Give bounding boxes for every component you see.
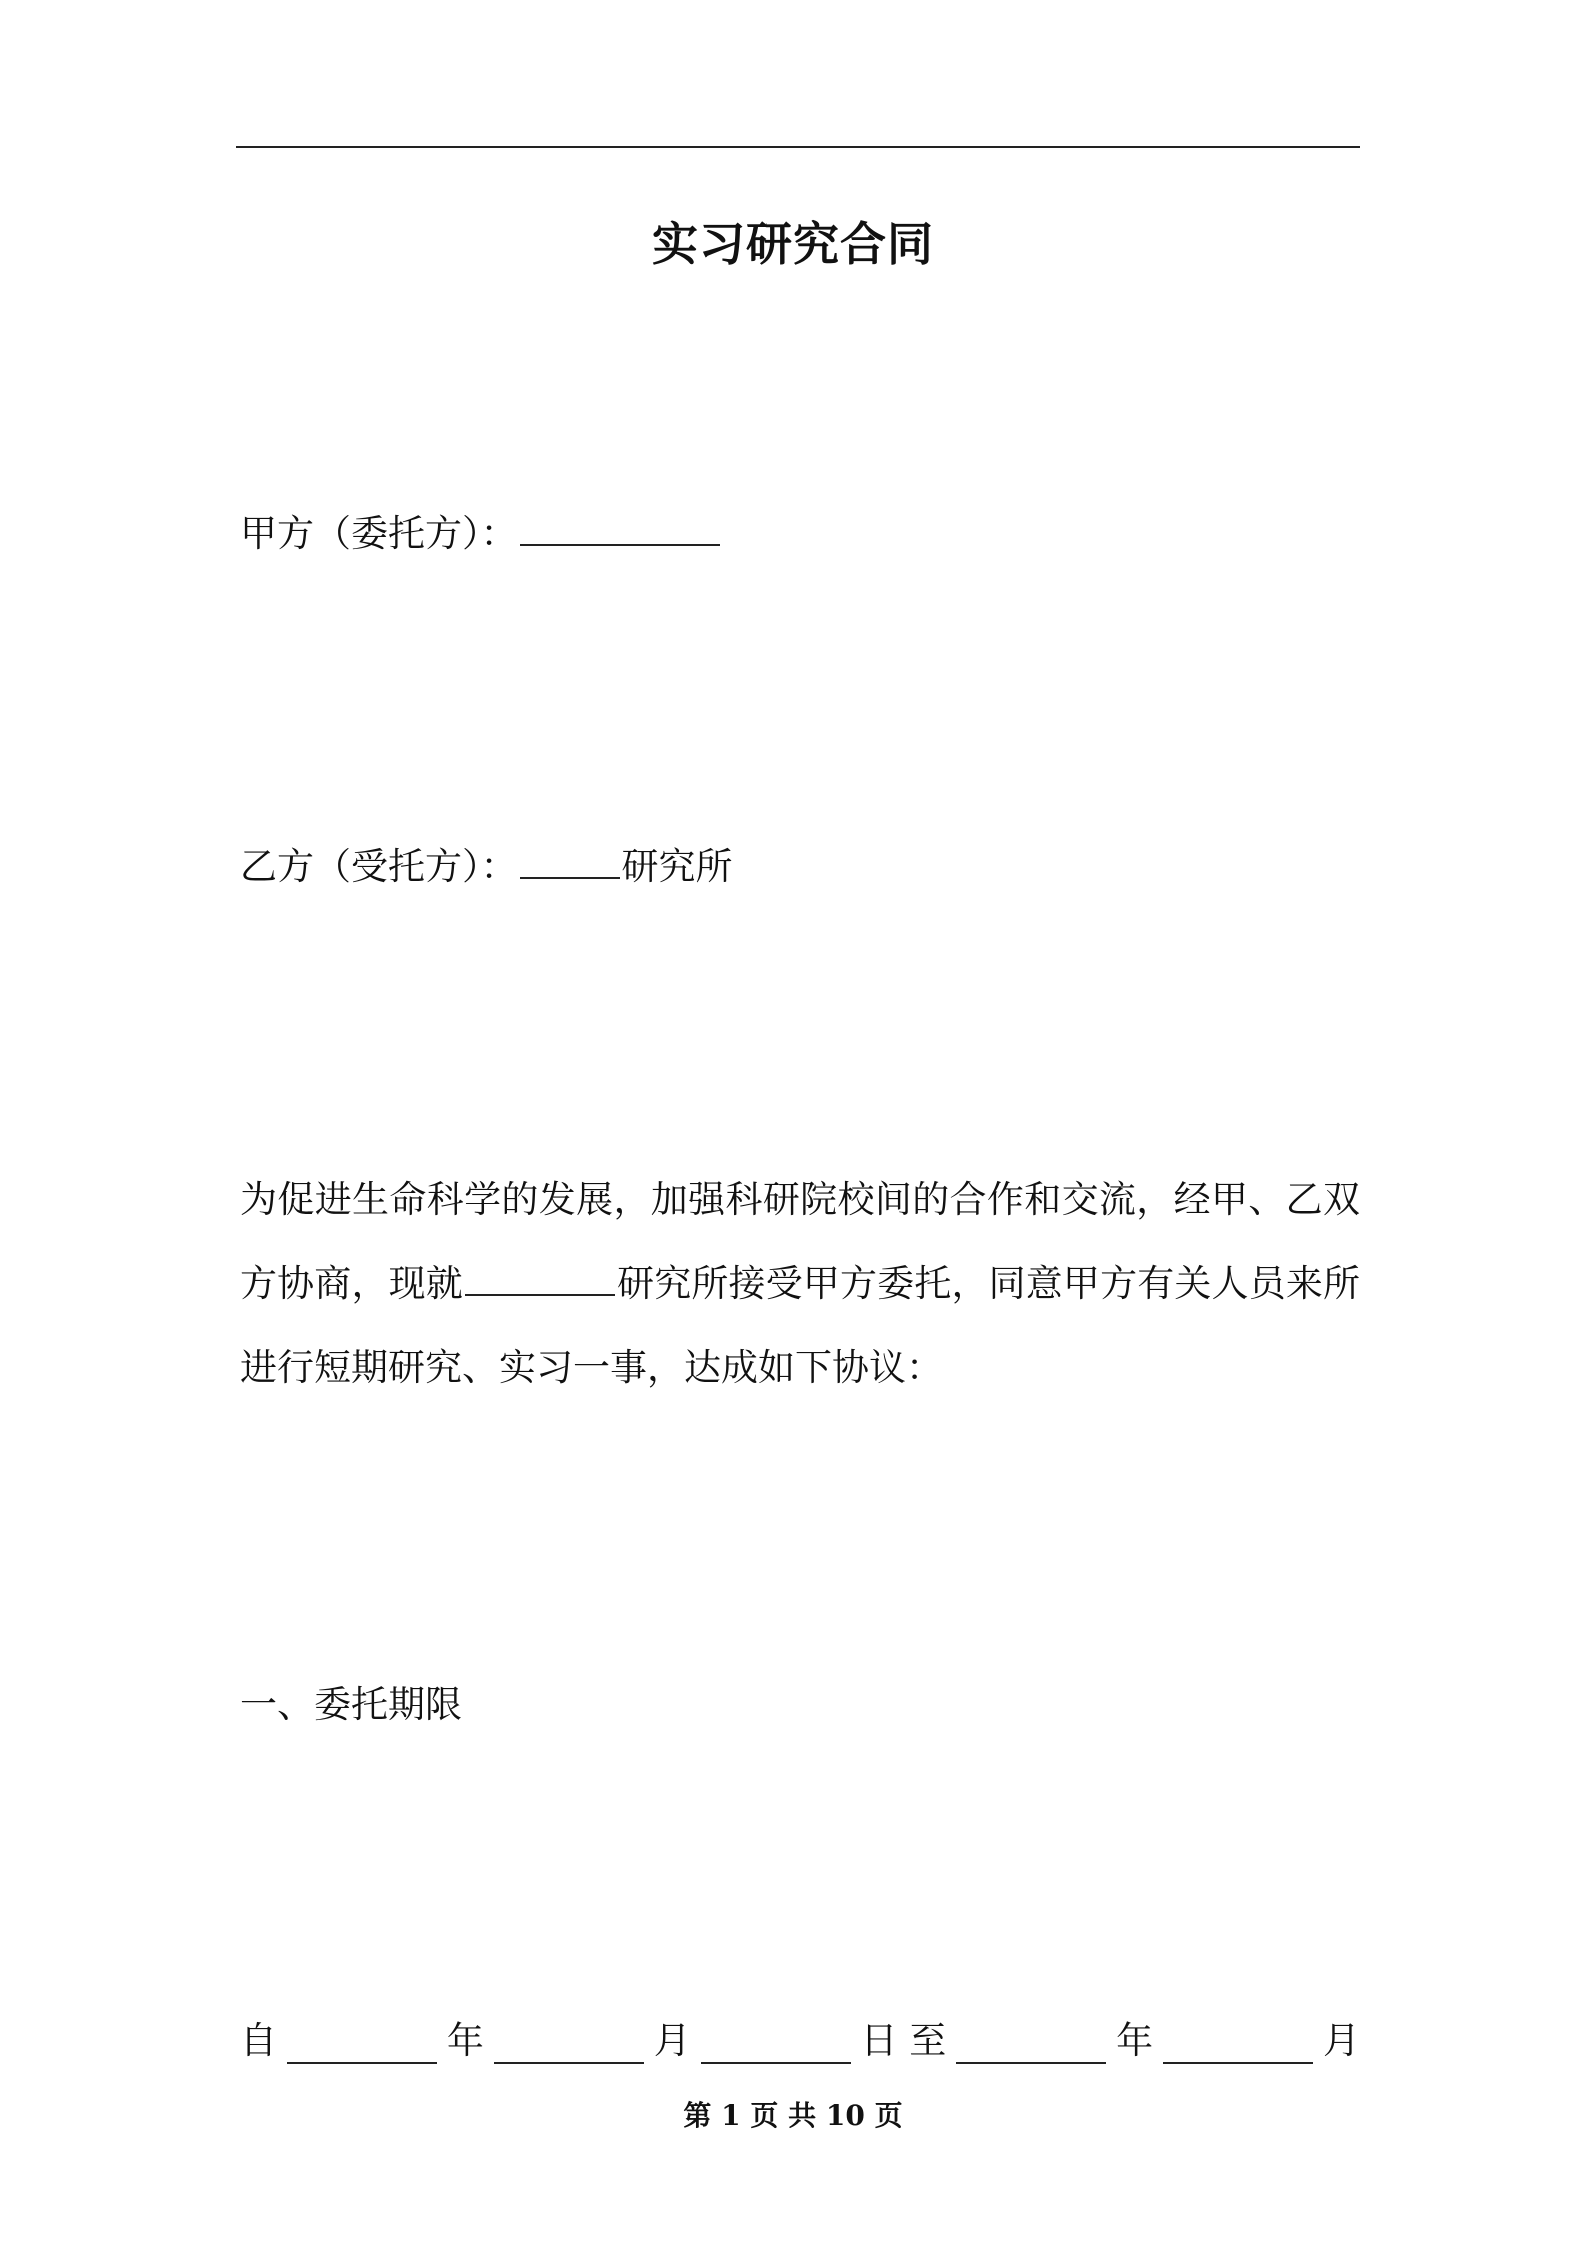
- date-month-1: 月: [653, 2019, 691, 2062]
- intro-blank: [465, 1254, 615, 1296]
- party-b-blank: [520, 837, 620, 879]
- date-year-1: 年: [446, 2019, 484, 2062]
- section-heading-1: 一、委托期限: [240, 1683, 462, 1726]
- date-from: 自: [240, 2019, 277, 2062]
- blank-year-2: [956, 2022, 1106, 2064]
- intro-paragraph: [240, 1158, 1360, 1410]
- page-footer: 第 1 页 共 10 页: [683, 2099, 903, 2132]
- party-b-label: 乙方（受托方）：: [240, 845, 518, 888]
- document-title: 实习研究合同: [652, 217, 934, 271]
- intro-text-part2: 研究所接受甲方委托，同意甲方有关人员来所进行短期研究、实习一事，达成如下协议：: [240, 1262, 1361, 1389]
- date-year-2: 年: [1116, 2019, 1154, 2062]
- date-day-to: 日 至: [860, 2019, 947, 2062]
- blank-day-1: [701, 2022, 851, 2064]
- blank-year-1: [287, 2022, 437, 2064]
- party-b-suffix: 研究所: [621, 845, 733, 888]
- party-a-line: [240, 503, 722, 557]
- date-month-2: 月: [1322, 2019, 1360, 2062]
- blank-month-2: [1163, 2022, 1313, 2064]
- party-a-blank: [520, 504, 720, 546]
- blank-month-1: [494, 2022, 644, 2064]
- header-rule: [236, 146, 1360, 148]
- party-a-label: 甲方（委托方）：: [240, 512, 518, 555]
- date-line: [240, 2010, 1360, 2064]
- party-b-line: [240, 836, 733, 890]
- intro-text-part1: 为促进生命科学的发展，加强科研院校间的合作和交流，经甲、乙双方协商，现就: [240, 1178, 1360, 1305]
